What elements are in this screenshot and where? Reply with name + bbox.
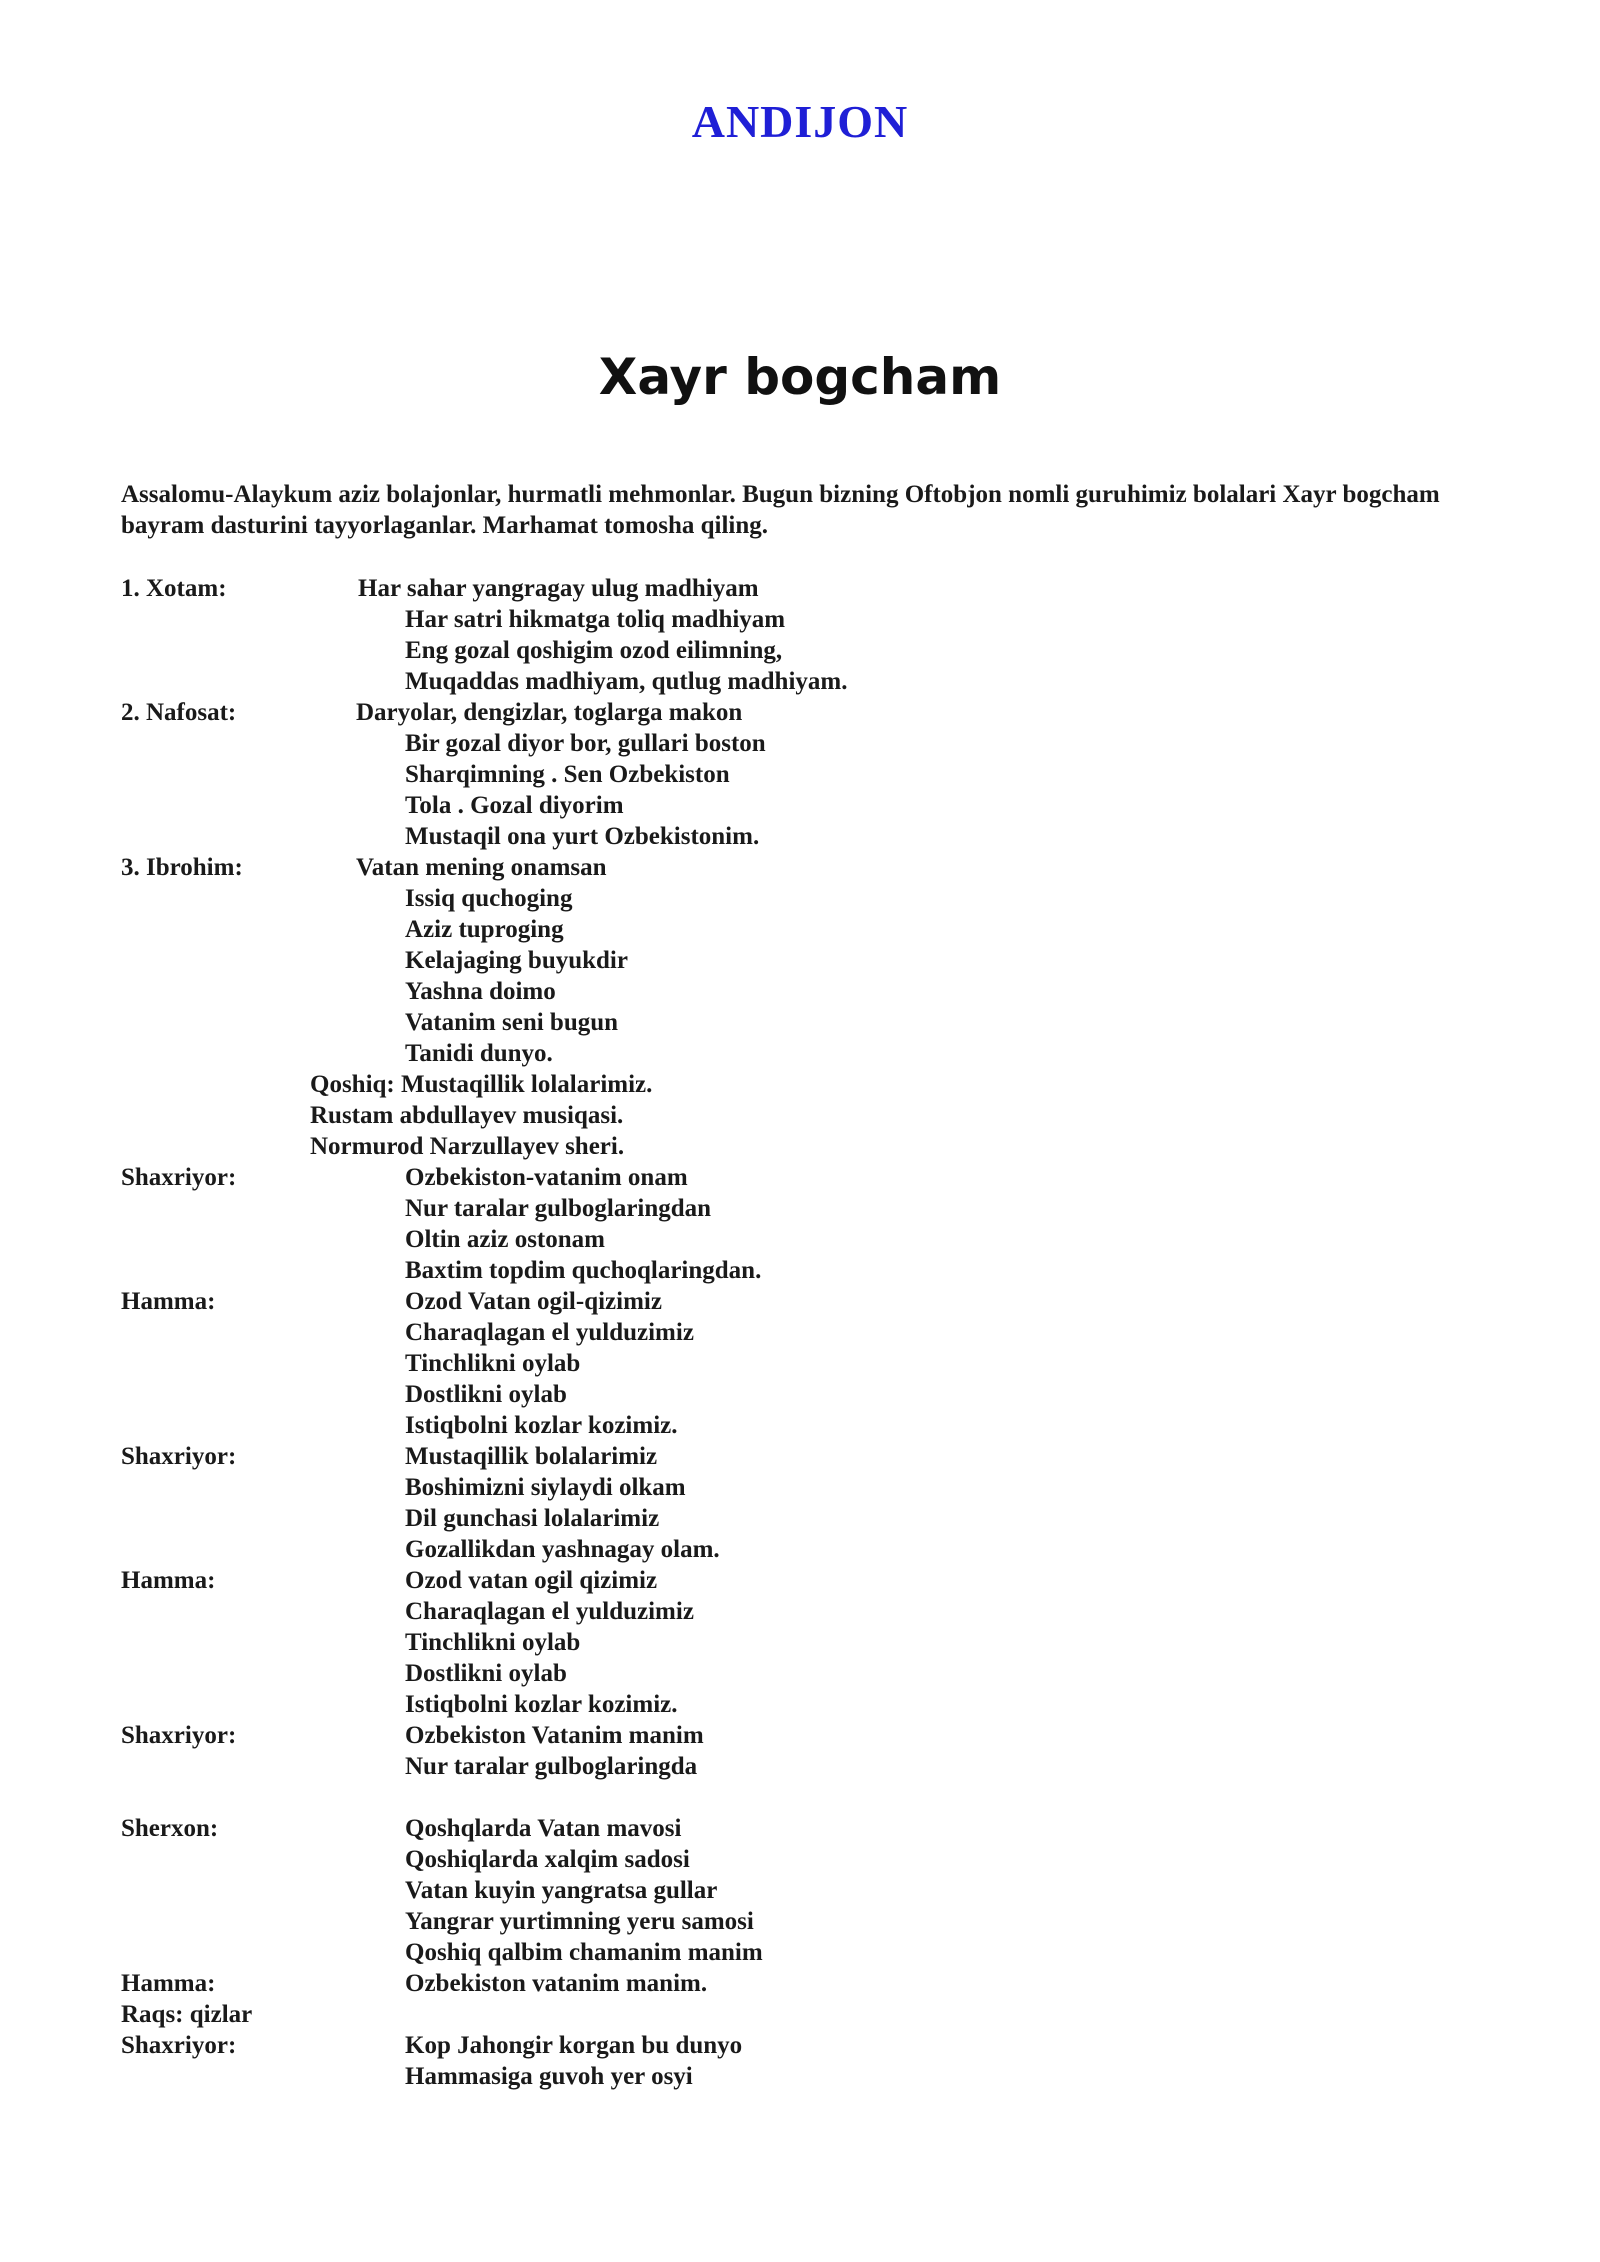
script-line [121, 1751, 1481, 1782]
script-line [121, 1782, 1481, 1813]
script-line [121, 1627, 1481, 1658]
speaker-label: Sherxon: [121, 1815, 219, 1842]
verse-text: Nur taralar gulboglaringdan [405, 1195, 712, 1222]
speaker-label: Hamma: [121, 1288, 216, 1315]
verse-text: Oltin aziz ostonam [405, 1226, 605, 1253]
script-line [121, 914, 1481, 945]
script-line [121, 1844, 1481, 1875]
script-line [121, 1906, 1481, 1937]
verse-text: Kop Jahongir korgan bu dunyo [405, 2032, 743, 2059]
script-line [121, 604, 1481, 635]
verse-text: Mustaqil ona yurt Ozbekistonim. [405, 823, 760, 850]
verse-text: Normurod Narzullayev sheri. [310, 1133, 625, 1160]
verse-text: Ozod vatan ogil qizimiz [405, 1567, 658, 1594]
verse-text: Ozbekiston-vatanim onam [405, 1164, 688, 1191]
verse-text: Vatanim seni bugun [405, 1009, 619, 1036]
script-line [121, 1038, 1481, 1069]
script-line [121, 1379, 1481, 1410]
script-line [121, 1224, 1481, 1255]
verse-text: Ozod Vatan ogil-qizimiz [405, 1288, 662, 1315]
script-line [121, 666, 1481, 697]
script-line [121, 1069, 1481, 1100]
script-line [121, 2061, 1481, 2092]
verse-text: Yashna doimo [405, 978, 556, 1005]
verse-text: Mustaqillik bolalarimiz [405, 1443, 658, 1470]
verse-text: Har sahar yangragay ulug madhiyam [358, 575, 759, 602]
script-line [121, 1565, 1481, 1596]
verse-text: Tola . Gozal diyorim [405, 792, 624, 819]
speaker-label: Raqs: qizlar [121, 2001, 253, 2028]
verse-text: Tinchlikni oylab [405, 1629, 581, 1656]
verse-text: Dostlikni oylab [405, 1660, 567, 1687]
script-line [121, 790, 1481, 821]
script-line [121, 852, 1481, 883]
verse-text: Issiq quchoging [405, 885, 573, 912]
verse-text: Qoshiq: Mustaqillik lolalarimiz. [310, 1071, 653, 1098]
verse-text: Sharqimning . Sen Ozbekiston [405, 761, 730, 788]
script-line [121, 635, 1481, 666]
intro-paragraph: Assalomu-Alaykum aziz bolajonlar, hurmatli mehmonlar. Bugun bizning Oftobjon nomli guruhimiz bolalari Xayr bogcham bayram dasturini tayyorlaganlar. Marhamat tomosha qiling. [121, 481, 1440, 539]
verse-text: Eng gozal qoshigim ozod eilimning, [405, 637, 783, 664]
verse-text: Charaqlagan el yulduzimiz [405, 1319, 694, 1346]
speaker-label: 3. Ibrohim: [121, 854, 243, 881]
script-line [121, 1689, 1481, 1720]
script-line [121, 976, 1481, 1007]
script-line [121, 2030, 1481, 2061]
speaker-label: Shaxriyor: [121, 2032, 237, 2059]
script-line [121, 1503, 1481, 1534]
verse-text: Qoshiqlarda xalqim sadosi [405, 1846, 690, 1873]
script-line [121, 1317, 1481, 1348]
verse-text: Vatan kuyin yangratsa gullar [405, 1877, 718, 1904]
verse-text: Tinchlikni oylab [405, 1350, 581, 1377]
script-line [121, 573, 1481, 604]
script-line [121, 1596, 1481, 1627]
script-line [121, 1286, 1481, 1317]
script-line [121, 1472, 1481, 1503]
script-line [121, 759, 1481, 790]
verse-text: Ozbekiston Vatanim manim [405, 1722, 704, 1749]
verse-text: Nur taralar gulboglaringda [405, 1753, 698, 1780]
verse-text: Qoshiq qalbim chamanim manim [405, 1939, 763, 1966]
verse-text: Bir gozal diyor bor, gullari boston [405, 730, 766, 757]
script-line [121, 1007, 1481, 1038]
speaker-label: Shaxriyor: [121, 1164, 237, 1191]
verse-text: Vatan mening onamsan [356, 854, 607, 881]
verse-text: Daryolar, dengizlar, toglarga makon [356, 699, 743, 726]
verse-text: Boshimizni siylaydi olkam [405, 1474, 686, 1501]
script-line [121, 1813, 1481, 1844]
script-line [121, 1720, 1481, 1751]
speaker-label: 2. Nafosat: [121, 699, 237, 726]
city-heading: ANDIJON [691, 96, 909, 147]
verse-text: Rustam abdullayev musiqasi. [310, 1102, 624, 1129]
speaker-label: 1. Xotam: [121, 575, 227, 602]
script-line [121, 728, 1481, 759]
script-line [121, 1100, 1481, 1131]
page-title: Xayr bogcham [598, 348, 1002, 406]
verse-text: Muqaddas madhiyam, qutlug madhiyam. [405, 668, 848, 695]
script-line [121, 1968, 1481, 1999]
verse-text: Dil gunchasi lolalarimiz [405, 1505, 660, 1532]
script-line [121, 945, 1481, 976]
verse-text: Har satri hikmatga toliq madhiyam [405, 606, 786, 633]
verse-text: Charaqlagan el yulduzimiz [405, 1598, 694, 1625]
verse-text: Aziz tuproging [405, 916, 564, 943]
script-line [121, 1937, 1481, 1968]
speaker-label: Hamma: [121, 1970, 216, 1997]
verse-text: Ozbekiston vatanim manim. [405, 1970, 708, 1997]
verse-text: Qoshqlarda Vatan mavosi [405, 1815, 682, 1842]
script-line [121, 1875, 1481, 1906]
script-line [121, 883, 1481, 914]
speaker-label: Shaxriyor: [121, 1722, 237, 1749]
script-lines [121, 573, 1481, 2092]
script-line [121, 1255, 1481, 1286]
script-line [121, 1348, 1481, 1379]
verse-text: Istiqbolni kozlar kozimiz. [405, 1412, 678, 1439]
script-line [121, 1193, 1481, 1224]
verse-text: Baxtim topdim quchoqlaringdan. [405, 1257, 762, 1284]
verse-text: Gozallikdan yashnagay olam. [405, 1536, 720, 1563]
speaker-label: Shaxriyor: [121, 1443, 237, 1470]
verse-text: Istiqbolni kozlar kozimiz. [405, 1691, 678, 1718]
verse-text: Hammasiga guvoh yer osyi [405, 2063, 693, 2090]
speaker-label: Hamma: [121, 1567, 216, 1594]
script-line [121, 1999, 1481, 2030]
verse-text: Tanidi dunyo. [405, 1040, 553, 1067]
script-line [121, 1658, 1481, 1689]
verse-text: Yangrar yurtimning yeru samosi [405, 1908, 754, 1935]
verse-text: Kelajaging buyukdir [405, 947, 628, 974]
script-line [121, 697, 1481, 728]
verse-text: Dostlikni oylab [405, 1381, 567, 1408]
script-line [121, 1410, 1481, 1441]
script-line [121, 1441, 1481, 1472]
script-line [121, 1162, 1481, 1193]
script-line [121, 1131, 1481, 1162]
script-line [121, 1534, 1481, 1565]
script-line [121, 821, 1481, 852]
